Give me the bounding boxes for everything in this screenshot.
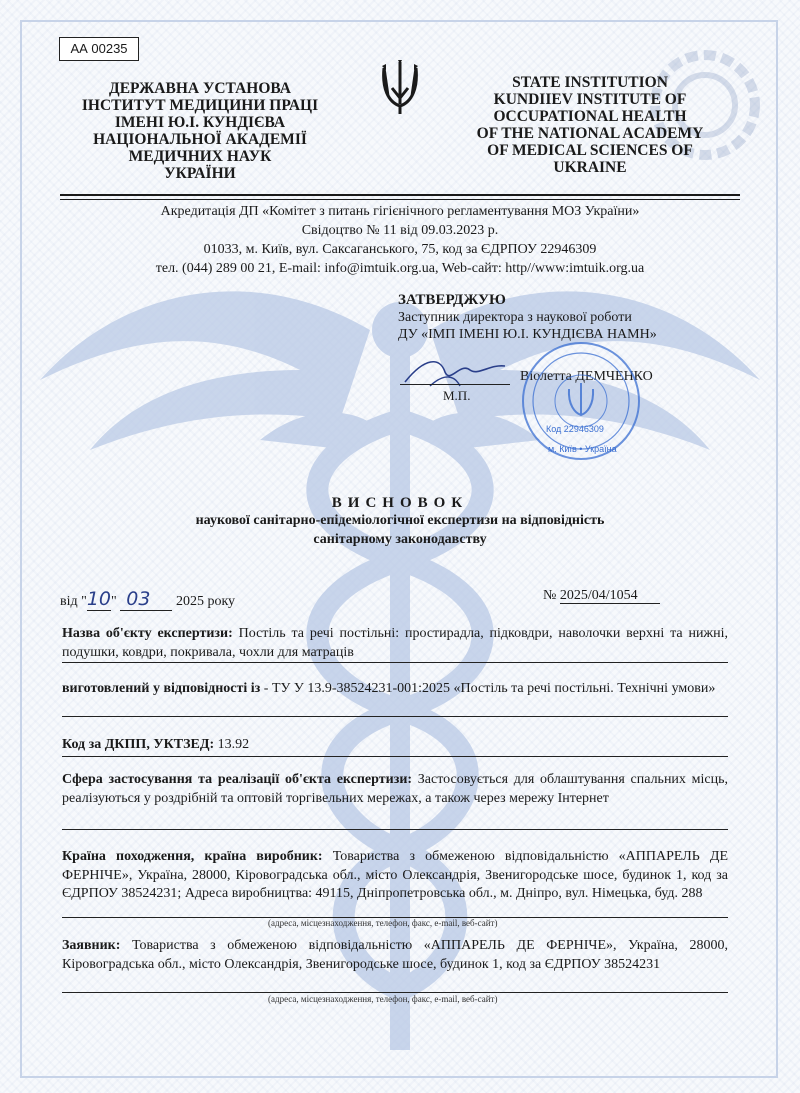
- object-underline: [62, 662, 728, 663]
- signatory-name: Віолетта ДЕМЧЕНКО: [520, 369, 653, 384]
- seal-place-label: М.П.: [443, 388, 471, 403]
- made-per-section: [62, 680, 728, 699]
- document-number: [543, 588, 660, 604]
- scope-section: [62, 771, 728, 808]
- date-prefix: від: [60, 594, 78, 609]
- org-name-ua: [75, 80, 325, 182]
- code-section: [62, 736, 728, 755]
- seal-code: Код 22946309: [546, 424, 604, 434]
- org-ua-line: МЕДИЧНИХ НАУК: [128, 148, 272, 165]
- applicant-underline: [62, 992, 728, 993]
- scope-value: Застосовується для облаштування спальних місць, реалізуються у роздрібній та оптовій торгівельних мережах, а також через мережу Інтернет: [62, 772, 728, 806]
- date-day: 10: [86, 588, 112, 610]
- origin-note: (адреса, місцезнаходження, телефон, факс, e-mail, веб-сайт): [268, 918, 498, 928]
- serial-number: АА 00235: [59, 37, 139, 61]
- applicant-section: [62, 937, 728, 974]
- approval-block: [398, 292, 728, 343]
- org-ua-line: ІНСТИТУТ МЕДИЦИНИ ПРАЦІ: [81, 97, 319, 114]
- number-value: 2025/04/1054: [560, 588, 660, 604]
- made-per-value: - ТУ У 13.9-38524231-001:2025 «Постіль та речі постільні. Технічні умови»: [263, 681, 716, 696]
- signature-line: [400, 384, 510, 385]
- code-value: 13.92: [217, 737, 250, 752]
- org-en-line: OCCUPATIONAL HEALTH: [493, 108, 687, 125]
- object-label: Назва об'єкту експертизи:: [62, 626, 233, 641]
- approve-title: ЗАТВЕРДЖУЮ: [398, 292, 506, 308]
- origin-label: Країна походження, країна виробник:: [62, 849, 323, 864]
- org-en-line: OF THE NATIONAL ACADEMY: [476, 125, 704, 142]
- approve-organization: ДУ «ІМП ІМЕНІ Ю.І. КУНДІЄВА НАМН»: [398, 327, 657, 342]
- made-per-underline: [62, 716, 728, 717]
- signature-icon: [400, 352, 510, 392]
- org-ua-line: ДЕРЖАВНА УСТАНОВА: [109, 80, 291, 97]
- date-month: 03: [120, 588, 172, 611]
- address-line: 01033, м. Київ, вул. Саксаганського, 75, код за ЄДРПОУ 22946309: [203, 242, 597, 257]
- org-en-line: KUNDIIEV INSTITUTE OF: [493, 91, 687, 108]
- object-section: [62, 625, 728, 662]
- code-label: Код за ДКПП, УКТЗЕД:: [62, 737, 215, 752]
- org-ua-line: НАЦІОНАЛЬНОЇ АКАДЕМІЇ: [93, 131, 307, 148]
- scope-underline: [62, 829, 728, 830]
- org-en-line: STATE INSTITUTION: [512, 74, 668, 91]
- contacts-line: тел. (044) 289 00 21, E-mail: info@imtuik.org.ua, Web-сайт: http//www:imtuik.org.ua: [155, 261, 645, 276]
- applicant-note: (адреса, місцезнаходження, телефон, факс, e-mail, веб-сайт): [268, 994, 498, 1004]
- header-rule: [60, 194, 740, 196]
- org-en-line: OF MEDICAL SCIENCES OF: [487, 142, 693, 159]
- document-subtitle-1: наукової санітарно-епідеміологічної експертизи на відповідність: [195, 513, 605, 528]
- trident-emblem-icon: [378, 58, 422, 118]
- header-rule-thin: [60, 199, 740, 200]
- code-underline: [62, 756, 728, 757]
- scope-label: Сфера застосування та реалізації об'єкта експертизи:: [62, 772, 413, 787]
- accreditation-block: [60, 202, 740, 278]
- official-seal-icon: [506, 340, 656, 462]
- document-title: ВИСНОВОК: [331, 495, 469, 511]
- number-prefix: №: [543, 588, 557, 603]
- date-line: від "10" 03 2025 року: [60, 588, 236, 610]
- applicant-value: Товариства з обмеженою відповідальністю «АППАРЕЛЬ ДЕ ФЕРНІЧЕ», Україна, 28000, Кіровоградська обл., місто Олександрія, Звенигородське шосе, будинок 1, код за ЄДРПОУ 38524231: [62, 938, 729, 972]
- document-subtitle-2: санітарному законодавству: [313, 532, 487, 547]
- org-name-en: [455, 74, 725, 176]
- object-value: Постіль та речі постільні: простирадла, підковдри, наволочки верхні та нижні, подушки, ковдри, покривала, чохли для матраців: [62, 626, 728, 660]
- certificate-line: Свідоцтво № 11 від 09.03.2023 р.: [301, 223, 499, 238]
- org-en-line: UKRAINE: [553, 159, 627, 176]
- applicant-label: Заявник:: [62, 938, 121, 953]
- made-per-label: виготовлений у відповідності із: [62, 681, 261, 696]
- org-ua-line: УКРАЇНИ: [164, 165, 236, 182]
- origin-value: Товариства з обмеженою відповідальністю «АППАРЕЛЬ ДЕ ФЕРНІЧЕ», Україна, 28000, Кіровоградська обл., місто Олександрія, Звенигородське шосе, будинок 1, код за ЄДРПОУ 38524231; Адреса виробництва: 49115, Дніпропетровська обл., м. Дніпро, вул. Німецька, буд. 288: [62, 849, 729, 901]
- date-year: 2025 року: [175, 594, 236, 609]
- seal-city: м. Київ • Україна: [548, 444, 617, 454]
- org-ua-line: ІМЕНІ Ю.І. КУНДІЄВА: [114, 114, 286, 131]
- origin-section: [62, 848, 728, 904]
- approve-position: Заступник директора з наукової роботи: [398, 310, 632, 325]
- accreditation-line: Акредитація ДП «Комітет з питань гігієнічного регламентування МОЗ України»: [160, 204, 640, 219]
